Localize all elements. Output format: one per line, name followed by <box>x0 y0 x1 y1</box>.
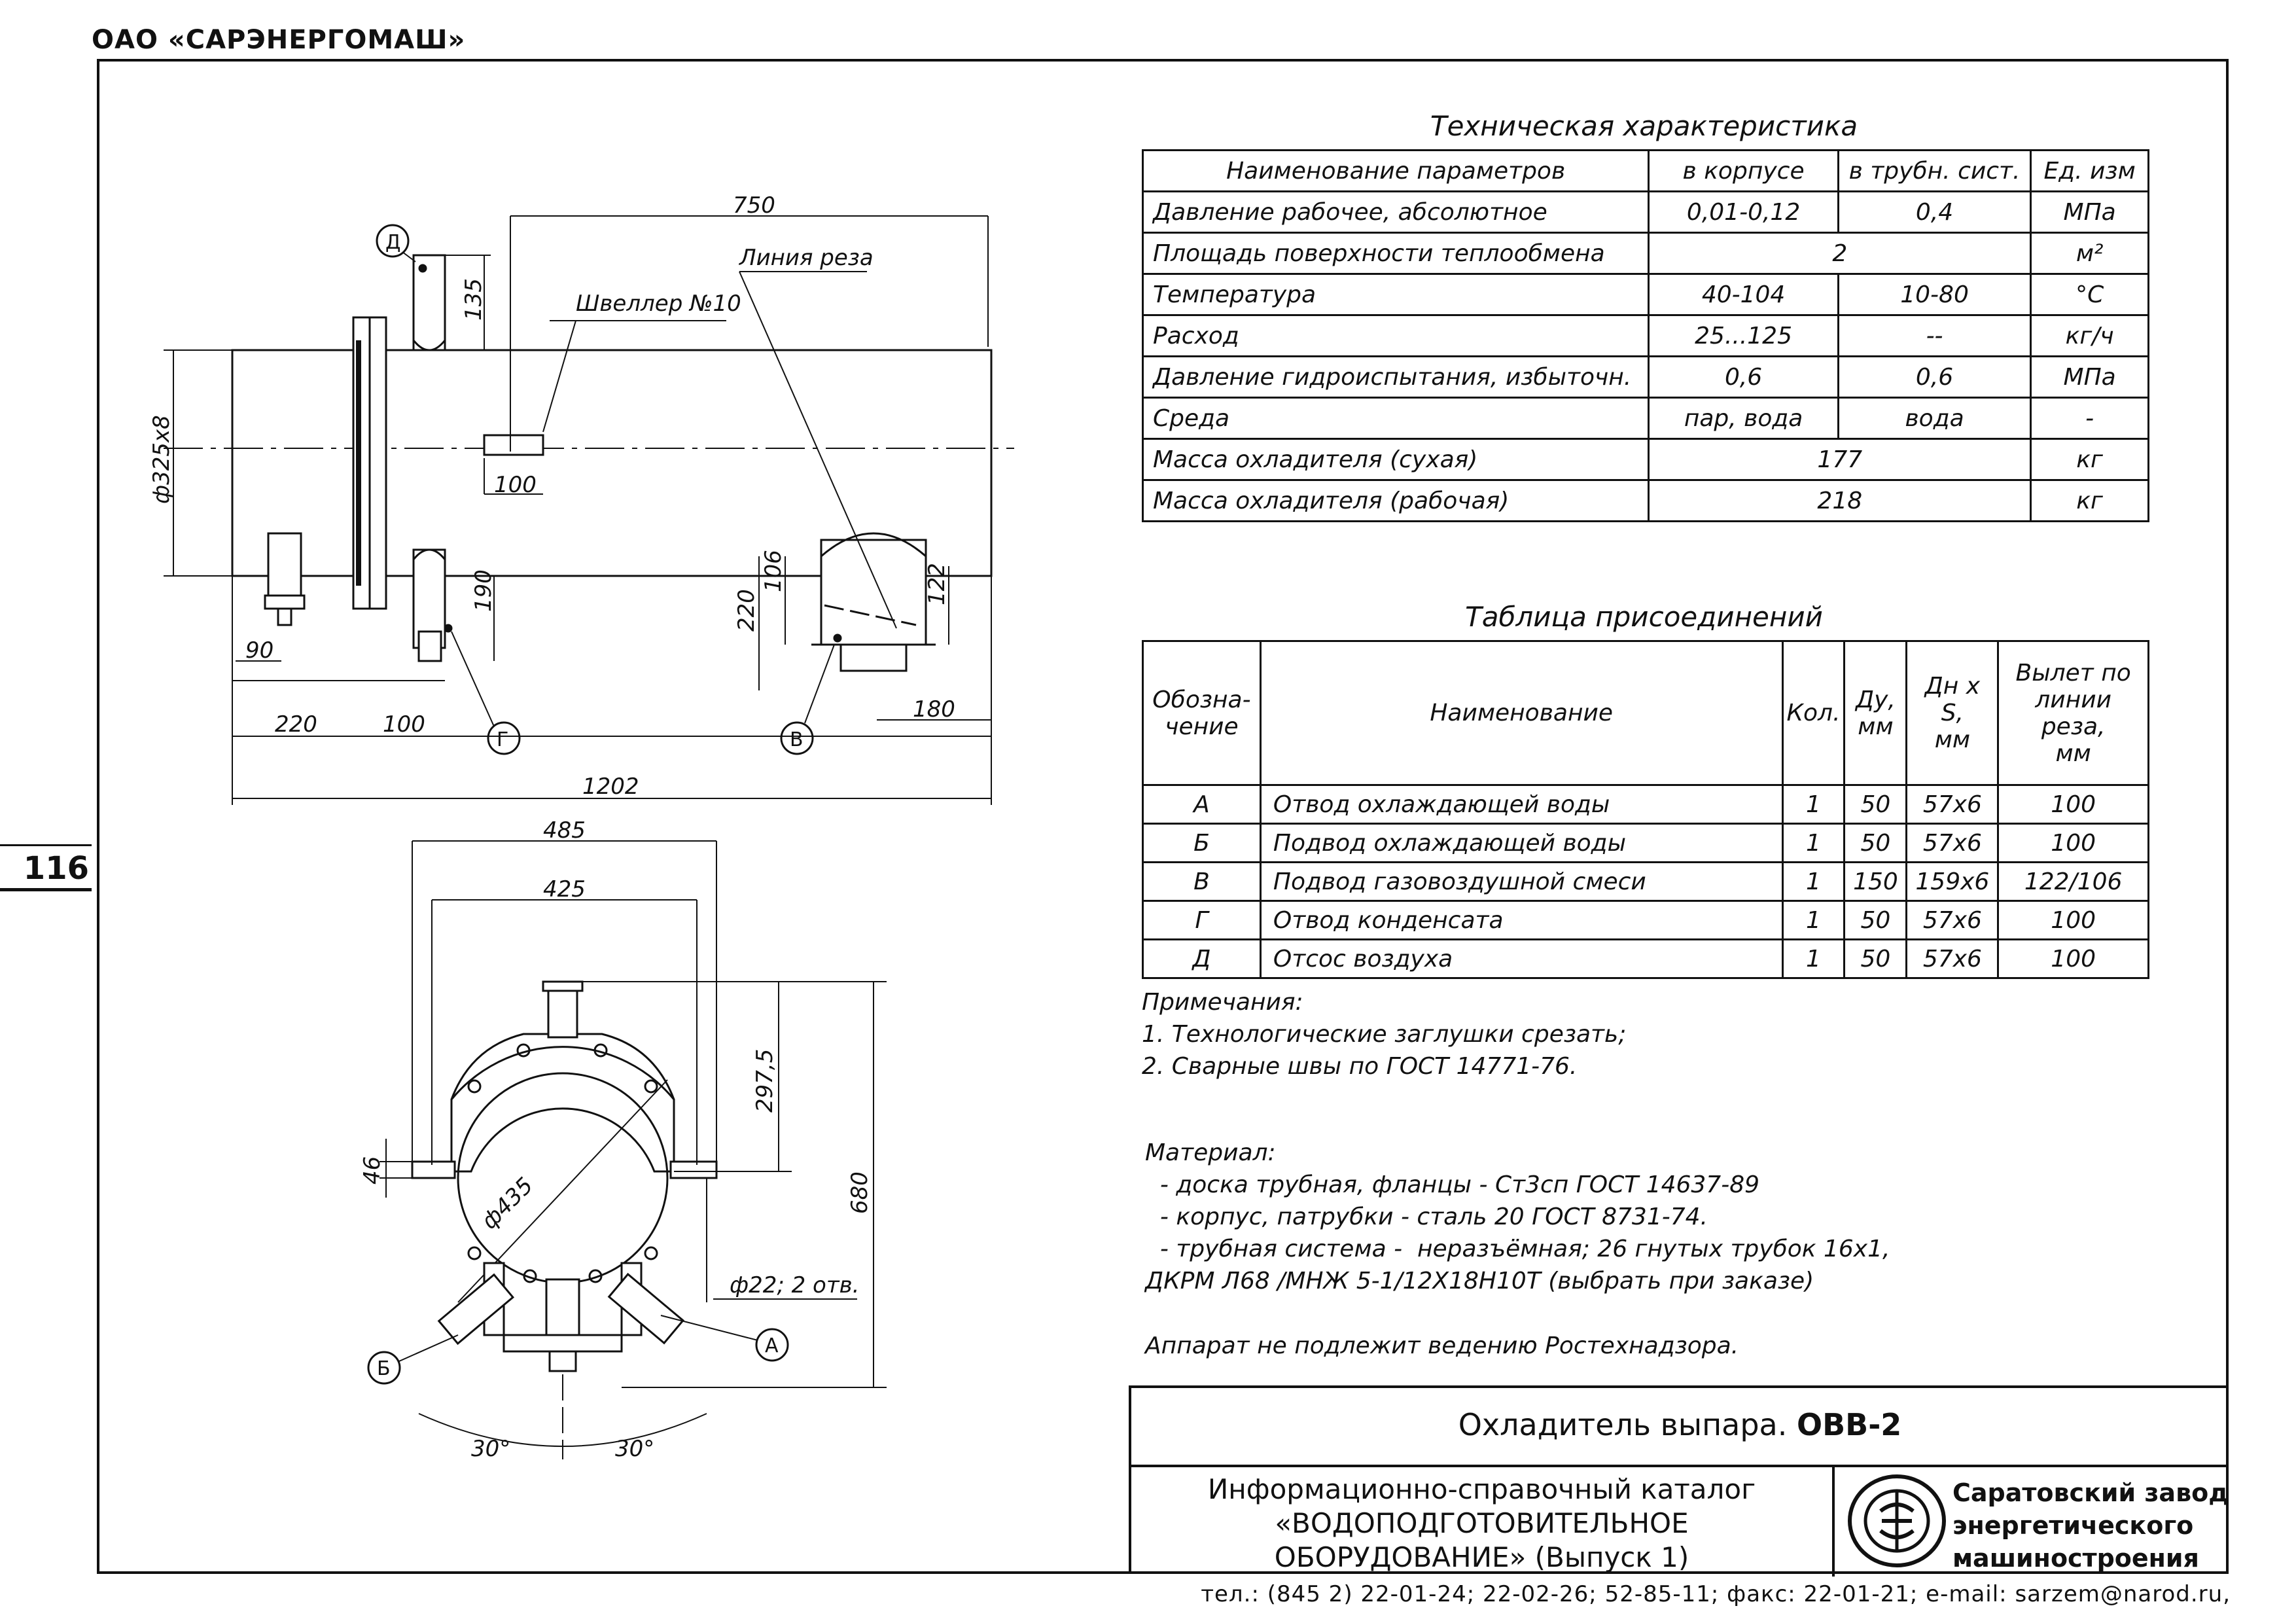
tech-header: в корпусе <box>1649 151 1839 192</box>
tech-cell: МПа <box>2031 192 2149 233</box>
tech-row <box>1143 480 2149 522</box>
connection-cell-out: 100 <box>1998 785 2149 824</box>
tech-row <box>1143 274 2149 315</box>
connection-cell-du: 150 <box>1845 863 1907 901</box>
rostech-note: Аппарат не подлежит ведению Ростехнадзора. <box>1145 1332 1739 1359</box>
connection-row <box>1143 940 2149 978</box>
callout-b: Б <box>377 1357 391 1380</box>
tech-header: в трубн. сист. <box>1838 151 2030 192</box>
connection-cell-name: Отсос воздуха <box>1260 940 1782 978</box>
catalog-title: Информационно-справочный каталог «ВОДОПОДГОТОВИТЕЛЬНОЕ ОБОРУДОВАНИЕ» (Выпуск 1) <box>1131 1465 1835 1577</box>
tech-cell: Площадь поверхности теплообмена <box>1143 233 1649 274</box>
product-code: ОВВ-2 <box>1796 1407 1902 1442</box>
tech-cell: 2 <box>1649 233 2031 274</box>
angle-left: 30° <box>471 1436 511 1462</box>
callout-v: В <box>790 728 804 751</box>
tech-cell: -- <box>1838 315 2030 357</box>
connection-cell-qty: 1 <box>1782 901 1845 940</box>
dim-22: ф22; 2 отв. <box>730 1272 860 1298</box>
conn-header: Кол. <box>1782 641 1845 785</box>
dim-220: 220 <box>275 711 317 738</box>
dim-680: 680 <box>847 1171 873 1214</box>
tech-cell: °С <box>2031 274 2149 315</box>
dim-100a: 100 <box>494 472 537 498</box>
tech-cell: 177 <box>1649 439 2031 480</box>
tech-cell: МПа <box>2031 357 2149 398</box>
connection-cell-mark: Д <box>1143 940 1261 978</box>
tech-header: Наименование параметров <box>1143 151 1649 192</box>
tech-row <box>1143 357 2149 398</box>
connection-cell-name: Подвод газовоздушной смеси <box>1260 863 1782 901</box>
dim-1202: 1202 <box>582 774 639 800</box>
connection-row <box>1143 901 2149 940</box>
callout-cutline: Линия реза <box>739 245 874 271</box>
dim-485: 485 <box>543 817 586 844</box>
dim-750: 750 <box>733 192 775 219</box>
tech-cell: Расход <box>1143 315 1649 357</box>
conn-header: Наименование <box>1260 641 1782 785</box>
dim-425: 425 <box>543 876 586 902</box>
callout-channel: Швеллер №10 <box>576 291 741 317</box>
tech-cell: вода <box>1838 398 2030 439</box>
connection-cell-qty: 1 <box>1782 863 1845 901</box>
tech-cell: Масса охладителя (рабочая) <box>1143 480 1649 522</box>
connection-cell-du: 50 <box>1845 901 1907 940</box>
tech-cell: Масса охладителя (сухая) <box>1143 439 1649 480</box>
dim-180: 180 <box>913 696 955 722</box>
tech-cell: кг/ч <box>2031 315 2149 357</box>
product-name-prefix: Охладитель выпара. <box>1458 1407 1788 1442</box>
connection-row <box>1143 785 2149 824</box>
tech-row <box>1143 192 2149 233</box>
connections-title: Таблица присоединений <box>1465 601 1823 633</box>
tech-cell: 0,6 <box>1838 357 2030 398</box>
company-name: ОАО «САРЭНЕРГОМАШ» <box>92 25 466 55</box>
connection-cell-out: 100 <box>1998 824 2149 863</box>
company-logo <box>1841 1472 1952 1570</box>
callout-g: Г <box>497 728 509 751</box>
connection-cell-dn: 57х6 <box>1907 785 1998 824</box>
tech-cell: кг <box>2031 480 2149 522</box>
notes: Примечания: 1. Технологические заглушки срезать; 2. Сварные швы по ГОСТ 14771-76. <box>1142 989 1627 1080</box>
dim-220b: 220 <box>733 589 760 632</box>
connection-cell-mark: Г <box>1143 901 1261 940</box>
angle-right: 30° <box>615 1436 655 1462</box>
shell-circle <box>458 1073 667 1283</box>
connection-cell-mark: Б <box>1143 824 1261 863</box>
connection-cell-dn: 57х6 <box>1907 901 1998 940</box>
conn-header-row <box>1143 641 2149 785</box>
page-number: 116 <box>0 844 92 891</box>
title-block <box>1129 1385 2229 1574</box>
connection-cell-du: 50 <box>1845 785 1907 824</box>
connection-cell-mark: В <box>1143 863 1261 901</box>
tech-cell: 0,4 <box>1838 192 2030 233</box>
tech-row <box>1143 315 2149 357</box>
dim-190: 190 <box>470 569 497 612</box>
connection-cell-out: 100 <box>1998 940 2149 978</box>
connection-row <box>1143 824 2149 863</box>
end-view <box>368 841 887 1459</box>
connections-table <box>1142 640 2149 979</box>
conn-header: Вылет по линии реза, мм <box>1998 641 2149 785</box>
tech-header-row <box>1143 151 2149 192</box>
conn-header: Дн х S, мм <box>1907 641 1998 785</box>
connection-cell-dn: 57х6 <box>1907 824 1998 863</box>
tech-cell: Давление гидроиспытания, избыточн. <box>1143 357 1649 398</box>
connection-cell-mark: А <box>1143 785 1261 824</box>
tech-row <box>1143 398 2149 439</box>
connection-cell-name: Отвод конденсата <box>1260 901 1782 940</box>
tech-row <box>1143 233 2149 274</box>
dim-135: 135 <box>461 278 487 321</box>
tech-cell: 0,01-0,12 <box>1649 192 1839 233</box>
connection-row <box>1143 863 2149 901</box>
connection-cell-dn: 57х6 <box>1907 940 1998 978</box>
connection-cell-out: 100 <box>1998 901 2149 940</box>
dim-90: 90 <box>245 637 274 664</box>
tech-title: Техническая характеристика <box>1430 110 1858 142</box>
dim-325: ф325х8 <box>149 415 175 504</box>
conn-header: Обозна- чение <box>1143 641 1261 785</box>
footer-contacts: тел.: (845 2) 22-01-24; 22-02-26; 52-85-11; факс: 22-01-21; e-mail: sarzem@narod.ru, <box>1201 1581 2231 1607</box>
callout-a: А <box>765 1334 779 1357</box>
connection-cell-qty: 1 <box>1782 940 1845 978</box>
connection-cell-qty: 1 <box>1782 824 1845 863</box>
tech-row <box>1143 439 2149 480</box>
connection-cell-dn: 159х6 <box>1907 863 1998 901</box>
connection-cell-du: 50 <box>1845 940 1907 978</box>
callout-d: Д <box>385 231 401 254</box>
connection-cell-du: 50 <box>1845 824 1907 863</box>
dim-106: 106 <box>760 550 786 592</box>
tech-cell: Среда <box>1143 398 1649 439</box>
product-name <box>1131 1388 2229 1467</box>
connection-cell-name: Подвод охлаждающей воды <box>1260 824 1782 863</box>
tech-cell: 10-80 <box>1838 274 2030 315</box>
dim-46: 46 <box>359 1156 385 1185</box>
connection-cell-qty: 1 <box>1782 785 1845 824</box>
connection-cell-out: 122/106 <box>1998 863 2149 901</box>
tech-cell: Температура <box>1143 274 1649 315</box>
connection-cell-name: Отвод охлаждающей воды <box>1260 785 1782 824</box>
material: Материал: - доска трубная, фланцы - Ст3сп ГОСТ 14637-89 - корпус, патрубки - сталь 20 ГОСТ 8731-74. - трубная система - неразъёмная; 26 гнутых трубок 16х1, ДКРМ Л68 /МНЖ 5-1/12Х18Н10Т (выбрать при заказе) <box>1145 1139 1890 1294</box>
tech-cell: 0,6 <box>1649 357 1839 398</box>
tech-cell: пар, вода <box>1649 398 1839 439</box>
dim-100b: 100 <box>383 711 425 738</box>
conn-header: Ду, мм <box>1845 641 1907 785</box>
tech-cell: - <box>2031 398 2149 439</box>
dim-122: 122 <box>924 563 950 605</box>
organization-name: Саратовский завод энергетического машиностроения <box>1952 1478 2229 1573</box>
tech-cell: м² <box>2031 233 2149 274</box>
dim-297: 297,5 <box>752 1048 778 1113</box>
tech-cell: 25...125 <box>1649 315 1839 357</box>
dim-435: ф435 <box>476 1172 539 1235</box>
tech-table <box>1142 149 2149 522</box>
tech-cell: 40-104 <box>1649 274 1839 315</box>
tech-header: Ед. изм <box>2031 151 2149 192</box>
tech-cell: Давление рабочее, абсолютное <box>1143 192 1649 233</box>
tech-cell: кг <box>2031 439 2149 480</box>
tech-cell: 218 <box>1649 480 2031 522</box>
